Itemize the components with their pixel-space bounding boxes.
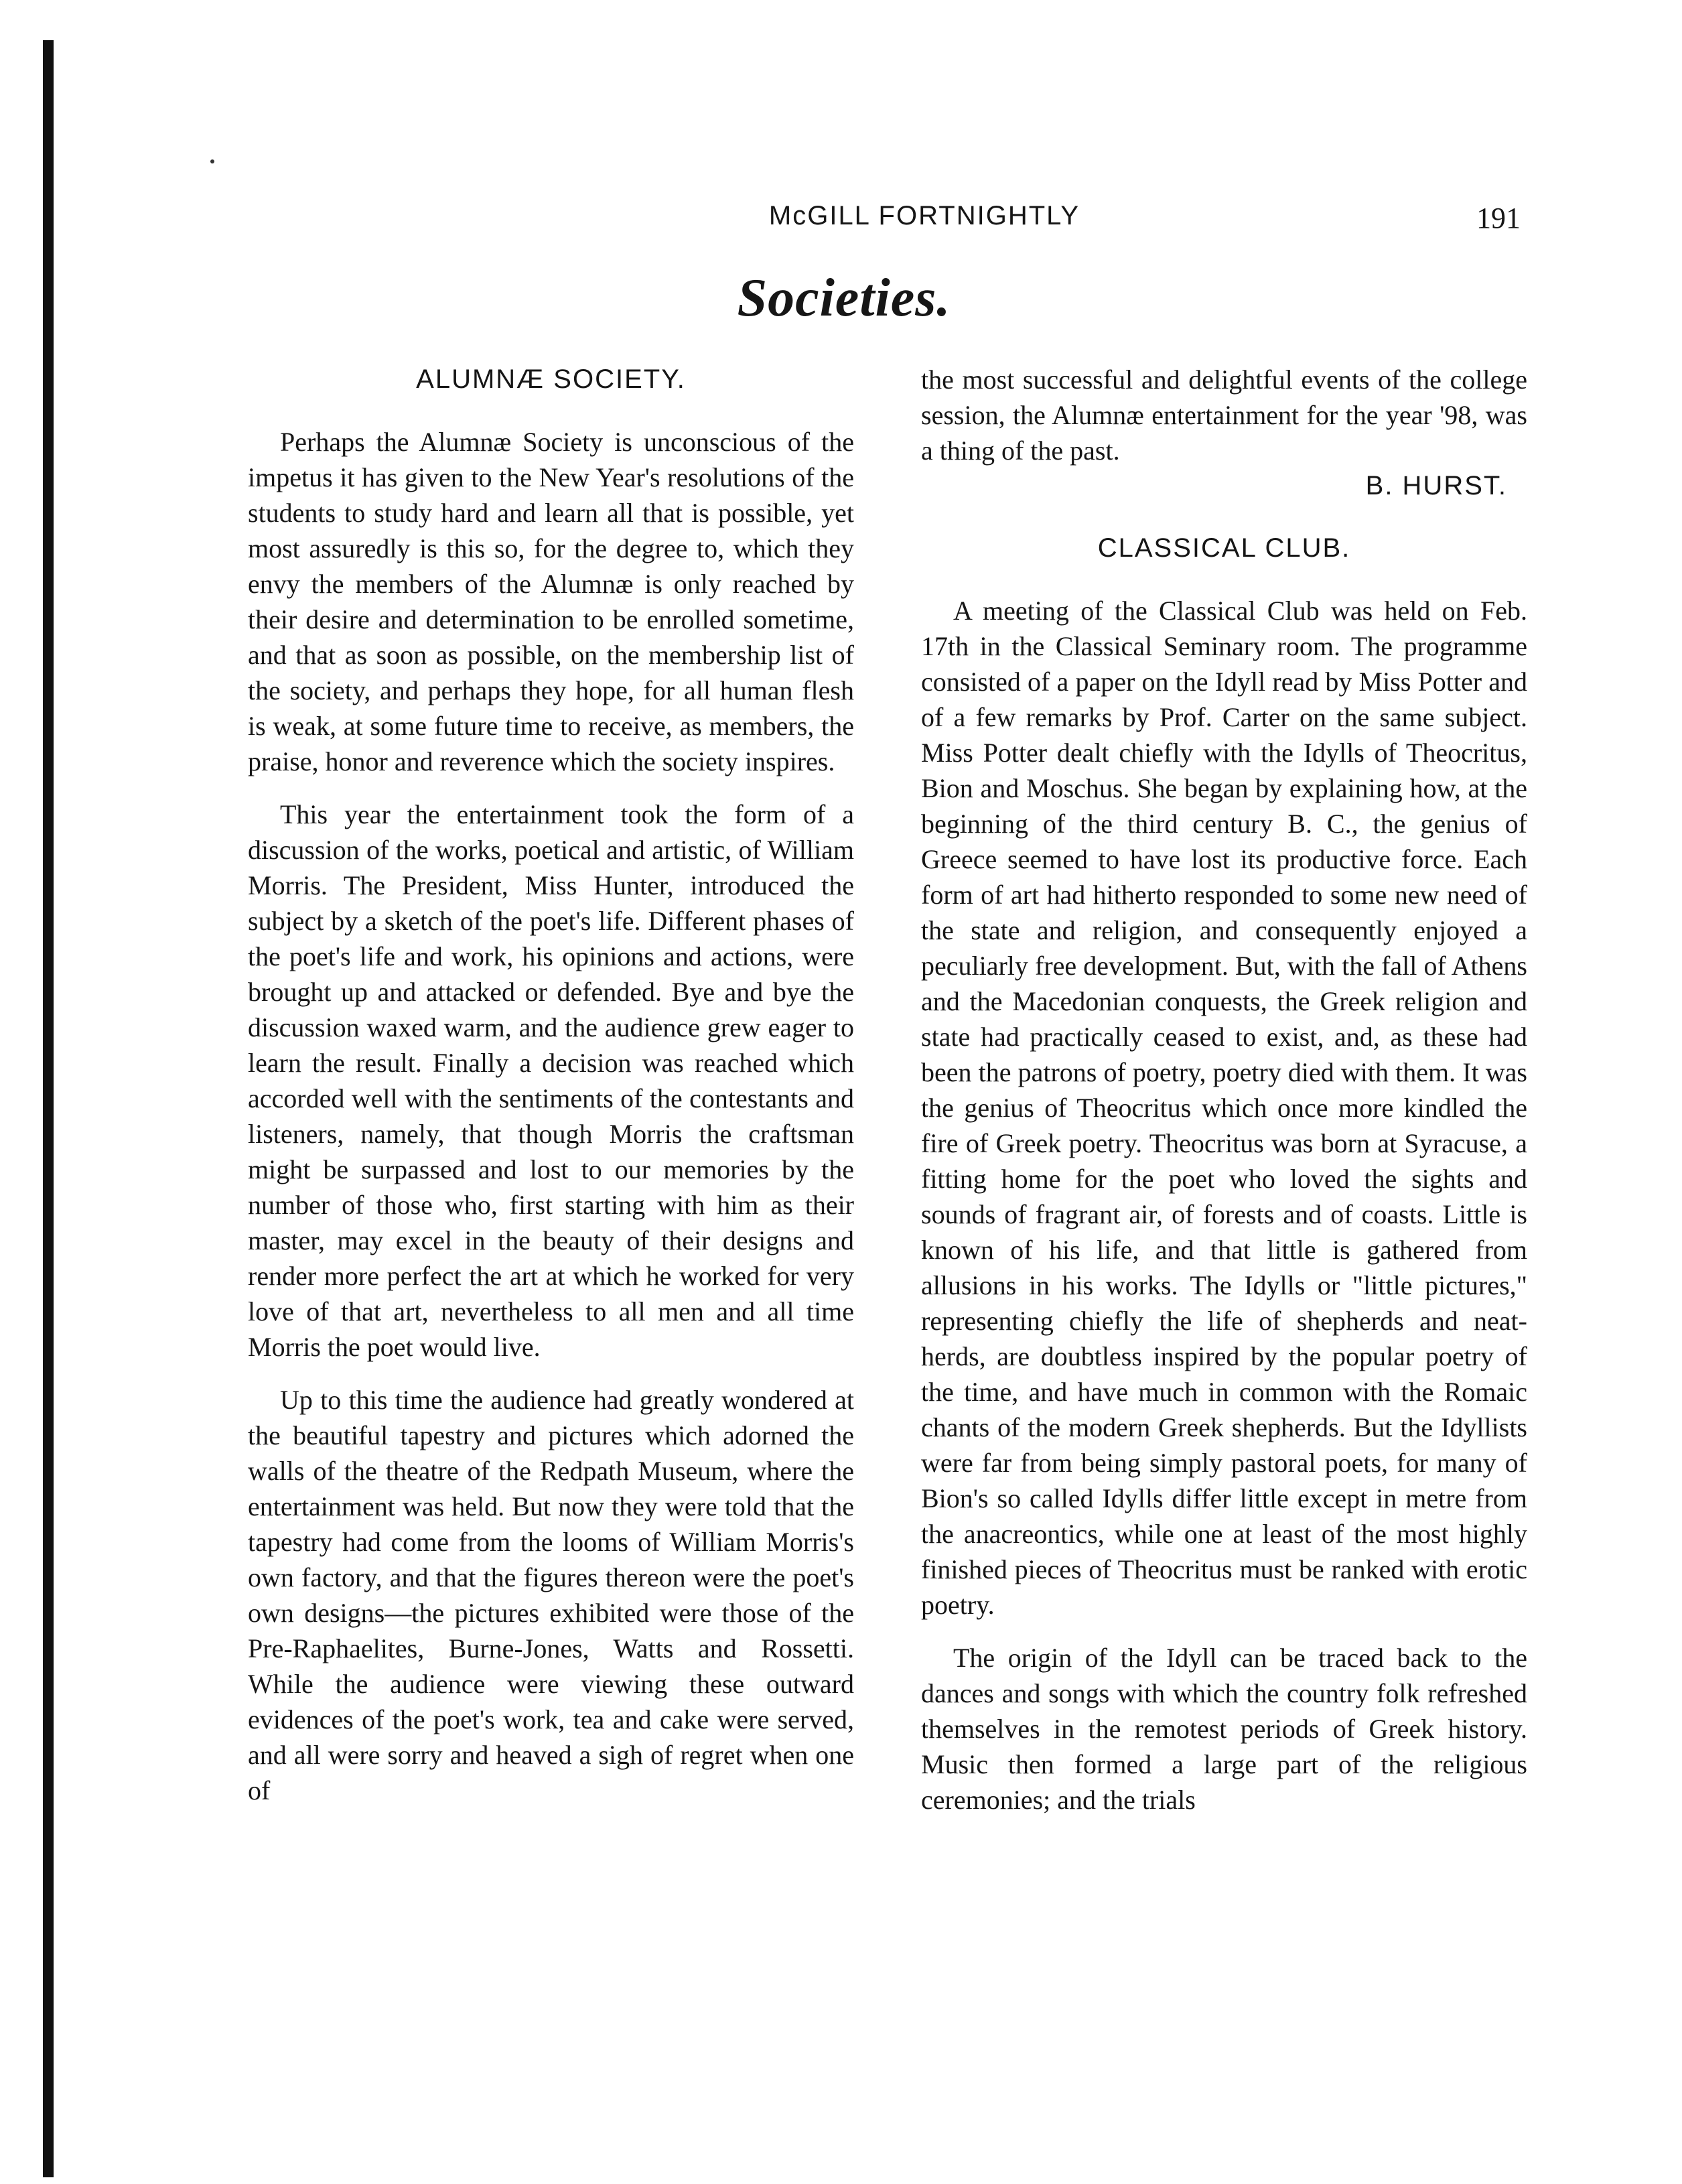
alumnae-heading: ALUMNÆ SOCIETY. [416,364,686,394]
alumnae-continuation: the most successful and delightful events of the college session, the Alumnæ entertainment for the year '98, was a thing of the past. [921,364,1527,466]
alumnae-signature: B. HURST. [1365,471,1507,500]
section-title: Societies. [737,269,951,328]
alumnae-paragraph-1: Perhaps the Alumnæ Society is unconscious of the impetus it has given to the New Year's resolutions of the students to study hard and learn all that is possible, yet most assuredly is this so, for the degree to, which they envy the members of the Alumnæ is only reached by their desire and determination to be enrolled sometime, and that as soon as possible, on the membership list of the society, and perhaps they hope, for all human flesh is weak, at some future time to receive, as members, the praise, honor and reverence which the society inspires. [248,427,854,776]
classical-paragraph-1: A meeting of the Classical Club was held on Feb. 17th in the Classical Seminary room. The programme consisted of a paper on the Idyll read by Miss Potter and of a few remarks by Prof. Carter on the same subject. Miss Potter dealt chiefly with the Idylls of Theocritus, Bion and Moschus. She began by explaining how, at the beginning of the third century B. C., the genius of Greece seemed to have lost its productive force. Each form of art had hitherto responded to some new need of the state and religion, and consequently enjoyed a peculiarly free development. But, with the fall of Athens and the Macedonian conquests, the Greek religion and state had practically ceased to exist, and, as these had been the patrons of poetry, poetry died with them. It was the genius of Theocritus which once more kindled the fire of Greek poetry. Theocritus was born at Syracuse, a fitting home for the poet who loved the sights and sounds of fragrant air, of forests and of coasts. Little is known of his life, and that little is gathered from allusions in his works. The Idylls or "little pictures," representing chiefly the life of shepherds and neat-herds, are doubtless inspired by the popular poetry of the time, and have much in common with the Romaic chants of the modern Greek shepherds. But the Idyllists were far from being simply pastoral poets, for many of Bion's so called Idylls differ little except in metre from the anacreontics, while one at least of the most highly finished pieces of Theocritus must be ranked with erotic poetry. [921,596,1527,1620]
scan-dot [210,159,214,163]
classical-heading: CLASSICAL CLUB. [1097,533,1351,563]
right-column [921,362,1527,1835]
alumnae-paragraph-3: Up to this time the audience had greatly wondered at the beautiful tapestry and pictures which adorned the walls of the theatre of the Redpath Museum, where the entertainment was held. But now they were told that the tapestry had come from the looms of William Morris's own factory, and that the figures thereon were the poet's own designs—the pictures exhibited were those of the Pre-Raphaelites, Burne-Jones, Watts and Rossetti. While the audience were viewing these outward evidences of the poet's work, tea and cake were served, and all were sorry and heaved a sigh of regret when one of [248,1385,854,1805]
alumnae-paragraph-2: This year the entertainment took the form of a discussion of the works, poetical and artistic, of William Morris. The President, Miss Hunter, introduced the subject by a sketch of the poet's life. Different phases of the poet's life and work, his opinions and actions, were brought up and attacked or defended. Bye and bye the discussion waxed warm, and the audience grew eager to learn the result. Finally a decision was reached which accorded well with the sentiments of the contestants and listeners, namely, that though Morris the craftsman might be surpassed and lost to our memories by the number of those who, first starting with him as their master, may excel in the beauty of their designs and render more perfect the art at which he worked for very love of that art, nevertheless to all men and all time Morris the poet would live. [248,799,854,1362]
classical-paragraph-2: The origin of the Idyll can be traced back to the dances and songs with which the country folk refreshed themselves in the remotest periods of Greek history. Music then formed a large part of the religious ceremonies; and the trials [921,1643,1527,1815]
scan-edge [43,40,54,2177]
page-number: 191 [1476,202,1521,234]
left-column [248,362,854,1826]
running-head: McGILL FORTNIGHTLY [768,201,1080,230]
